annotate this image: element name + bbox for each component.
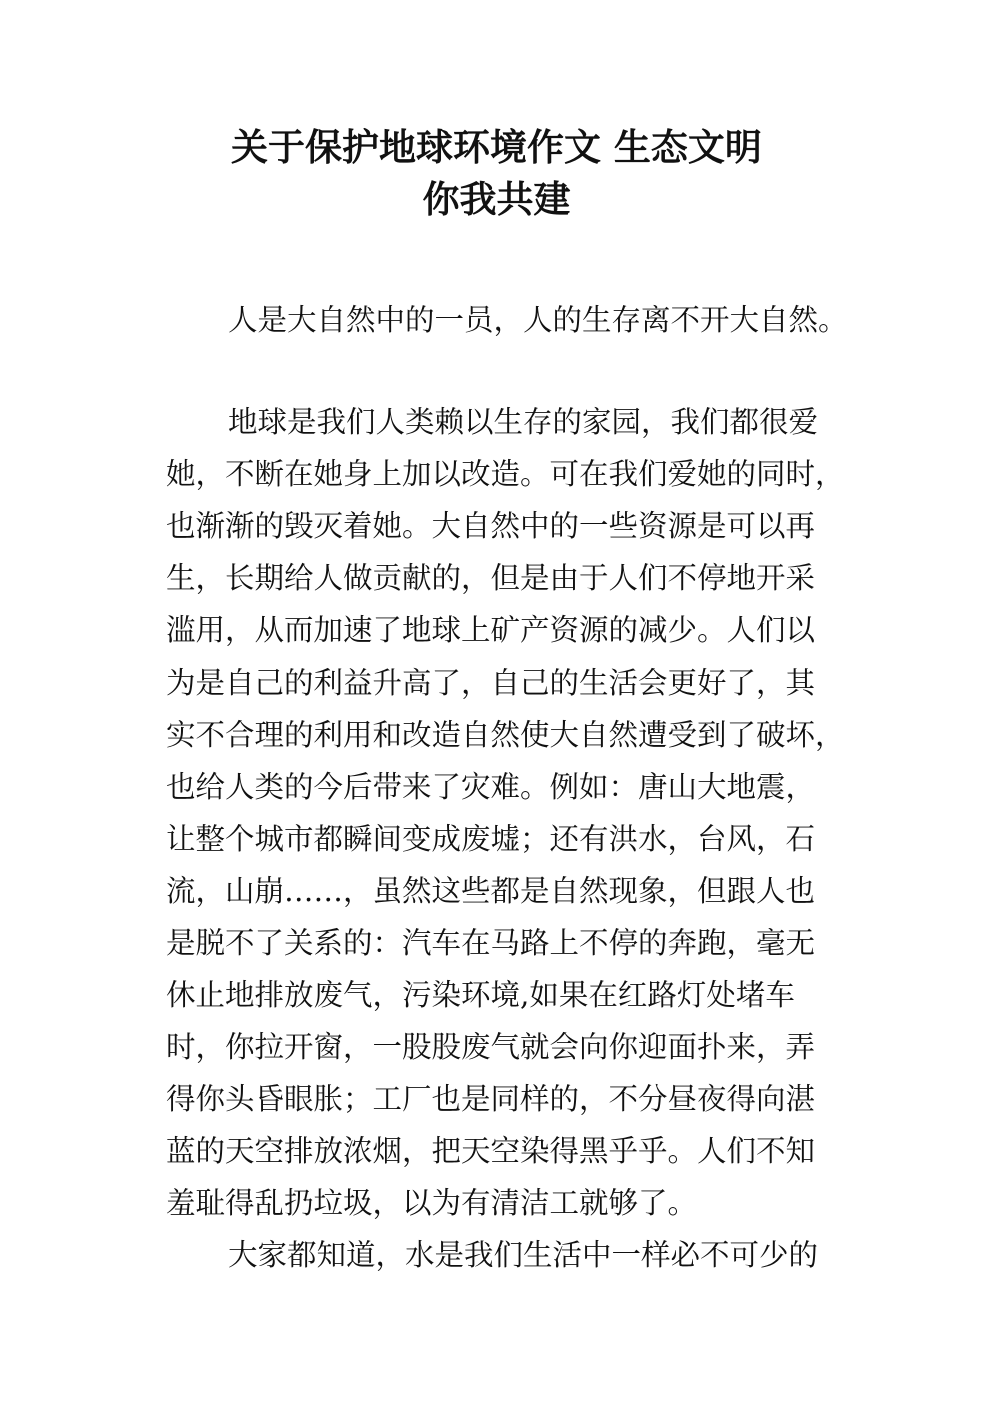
paragraph-2-line: 为是自己的利益升高了，自己的生活会更好了，其 <box>166 666 816 700</box>
paragraph-3-line: 大家都知道，水是我们生活中一样必不可少的 <box>228 1238 819 1272</box>
paragraph-2-line: 让整个城市都瞬间变成废墟；还有洪水，台风，石 <box>166 822 816 856</box>
paragraph-2-line: 生，长期给人做贡献的，但是由于人们不停地开采 <box>166 561 816 595</box>
document-title-line-2: 你我共建 <box>422 178 571 221</box>
paragraph-2-line: 滥用，从而加速了地球上矿产资源的减少。人们以 <box>166 613 816 647</box>
paragraph-2-line: 地球是我们人类赖以生存的家园，我们都很爱 <box>228 405 819 439</box>
paragraph-2-line: 也给人类的今后带来了灾难。例如：唐山大地震， <box>166 770 816 804</box>
paragraph-2-line: 得你头昏眼胀；工厂也是同样的，不分昼夜得向湛 <box>166 1082 816 1116</box>
paragraph-2-line: 也渐渐的毁灭着她。大自然中的一些资源是可以再 <box>166 509 816 543</box>
document-title-line-1: 关于保护地球环境作文 生态文明 <box>231 126 762 169</box>
paragraph-2-line: 羞耻得乱扔垃圾，以为有清洁工就够了。 <box>166 1186 698 1220</box>
paragraph-2-line: 实不合理的利用和改造自然使大自然遭受到了破坏， <box>166 718 845 752</box>
paragraph-2-line: 时，你拉开窗，一股股废气就会向你迎面扑来，弄 <box>166 1030 816 1064</box>
paragraph-2-line: 她，不断在她身上加以改造。可在我们爱她的同时， <box>166 457 845 491</box>
paragraph-2-line: 流，山崩……，虽然这些都是自然现象，但跟人也 <box>166 874 816 908</box>
paragraph-2-line: 休止地排放废气，污染环境,如果在红路灯处堵车 <box>166 978 795 1012</box>
paragraph-2-line: 蓝的天空排放浓烟，把天空染得黑乎乎。人们不知 <box>166 1134 816 1168</box>
paragraph-2-line: 是脱不了关系的：汽车在马路上不停的奔跑，毫无 <box>166 926 816 960</box>
paragraph-1-line: 人是大自然中的一员，人的生存离不开大自然。 <box>228 303 848 337</box>
